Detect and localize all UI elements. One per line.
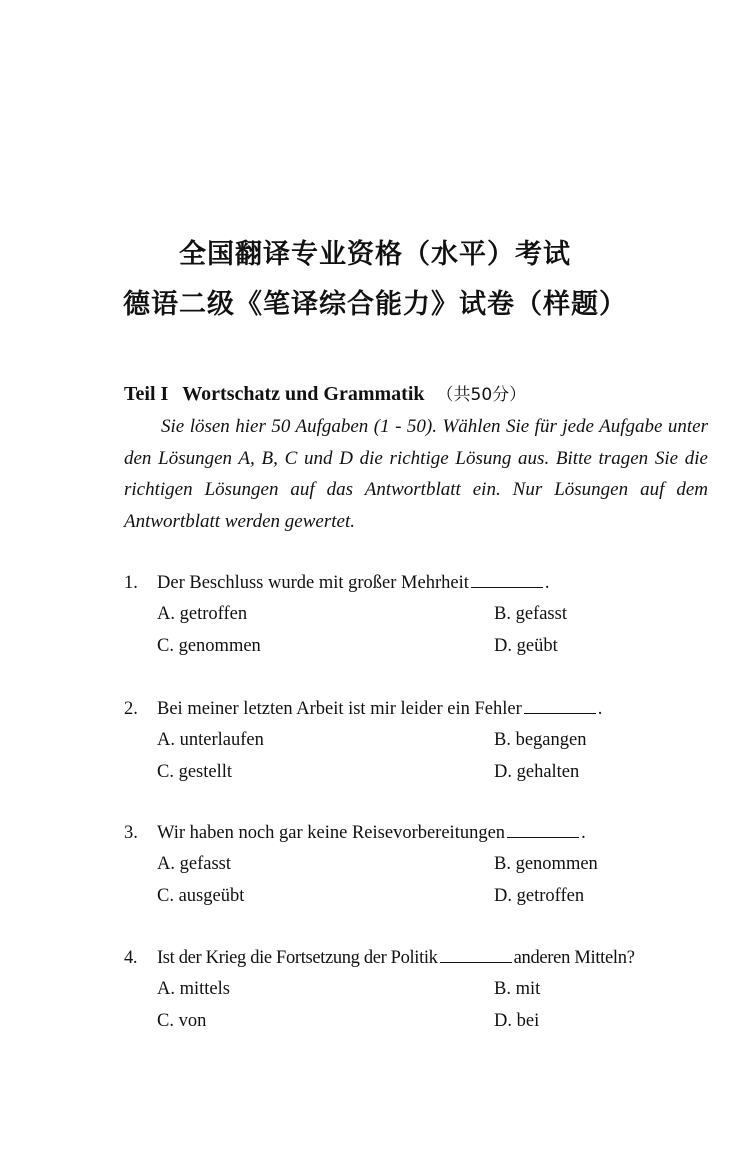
option-b: B. genommen: [494, 854, 598, 874]
question-1: [124, 570, 714, 658]
option-a: A. gefasst: [157, 854, 231, 874]
question-text: Ist der Krieg die Fortsetzung der Politik: [157, 948, 438, 968]
exam-subtitle: 德语二级《笔译综合能力》试卷（样题）: [123, 289, 627, 320]
question-text-after: anderen Mitteln?: [513, 948, 635, 968]
option-a: A. unterlaufen: [157, 730, 264, 750]
question-2: [124, 696, 714, 784]
question-text: Wir haben noch gar keine Reisevorbereitungen: [157, 823, 506, 843]
exam-title: 全国翻译专业资格（水平）考试: [179, 239, 571, 270]
answer-blank: [524, 699, 596, 714]
option-c: C. gestellt: [157, 762, 233, 782]
answer-blank: [440, 948, 512, 963]
question-4: [124, 945, 714, 1033]
question-stem: [124, 945, 714, 971]
option-b: B. gefasst: [494, 604, 567, 624]
question-text-after: .: [597, 699, 603, 719]
question-stem: [124, 820, 714, 846]
option-a: A. getroffen: [157, 604, 248, 624]
option-c: C. genommen: [157, 636, 261, 656]
option-d: D. bei: [494, 1011, 540, 1031]
question-number: 3.: [124, 823, 138, 843]
section-heading: [124, 380, 526, 406]
options: [157, 852, 714, 908]
question-text: Der Beschluss wurde mit großer Mehrheit: [157, 573, 469, 593]
option-d: D. getroffen: [494, 886, 585, 906]
option-d: D. gehalten: [494, 762, 580, 782]
question-number: 4.: [124, 948, 138, 968]
option-d: D. geübt: [494, 636, 558, 656]
question-text-after: .: [544, 573, 550, 593]
question-3: [124, 820, 714, 908]
options: [157, 728, 714, 784]
option-b: B. mit: [494, 979, 541, 999]
section-instructions: Sie lösen hier 50 Aufgaben (1 - 50). Wählen Sie für jede Aufgabe unter den Lösungen A, B, C und D die richtige Lösung aus. Bitte tragen Sie die richtigen Lösungen auf das Antwortblatt ein. Nur Lösungen auf dem Antwortblatt werden gewertet.: [124, 416, 708, 532]
section-points: （共50分）: [436, 385, 527, 405]
question-number: 1.: [124, 573, 138, 593]
question-stem: [124, 696, 714, 722]
section-name: Wortschatz und Grammatik: [182, 383, 425, 405]
option-a: A. mittels: [157, 979, 230, 999]
question-text-after: .: [581, 823, 586, 843]
question-stem: [124, 570, 714, 596]
section-label: Teil I: [124, 383, 169, 405]
options: [157, 602, 714, 658]
answer-blank: [471, 573, 543, 588]
option-c: C. ausgeübt: [157, 886, 245, 906]
option-c: C. von: [157, 1011, 207, 1031]
option-b: B. begangen: [494, 730, 587, 750]
question-text: Bei meiner letzten Arbeit ist mir leider ein Fehler: [157, 699, 522, 719]
question-number: 2.: [124, 699, 138, 719]
options: [157, 977, 714, 1033]
answer-blank: [507, 823, 579, 838]
